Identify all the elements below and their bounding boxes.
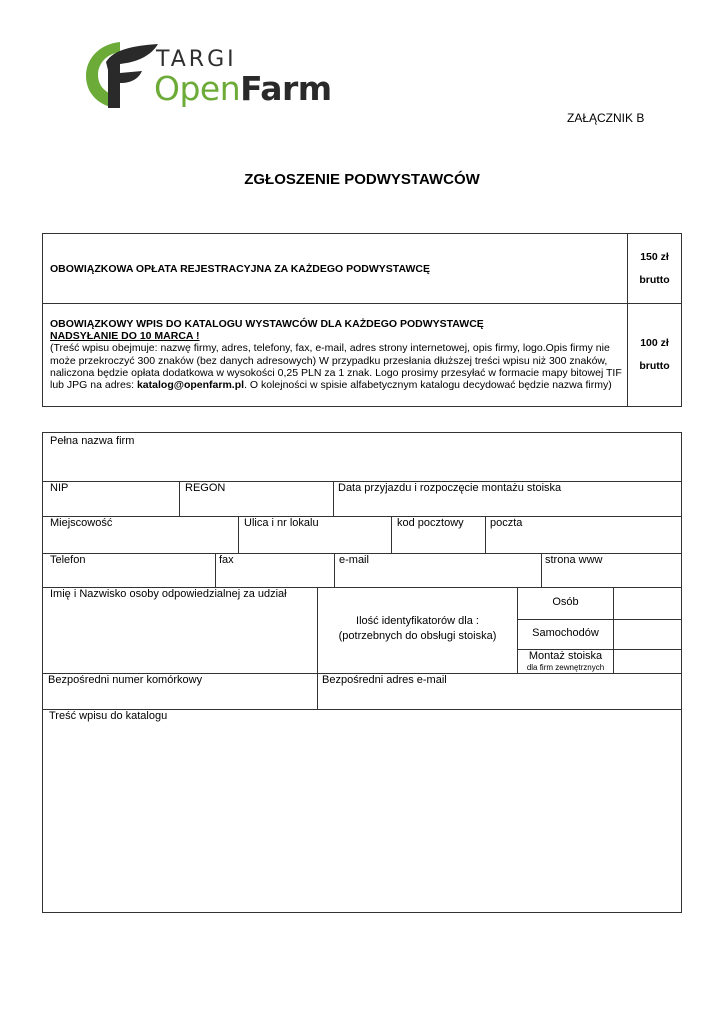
regon-field[interactable]: REGON (185, 482, 226, 494)
fee-row-catalog (43, 304, 682, 407)
logo-farm-text: Farm (240, 69, 332, 108)
fee-catalog-amount: 100 zł (640, 337, 669, 349)
fee-registration-amount: 150 zł (640, 250, 669, 263)
fee-row-registration (43, 234, 682, 304)
persons-count-input[interactable] (614, 588, 681, 619)
assembly-note: dla firm zewnętrznych (526, 663, 605, 672)
cars-count-input[interactable] (614, 620, 681, 649)
openfarm-leaf-icon (84, 40, 158, 110)
persons-label: Osób (552, 596, 579, 608)
postal-code-field[interactable]: kod pocztowy (397, 517, 464, 529)
nip-field[interactable]: NIP (50, 482, 69, 494)
responsible-person-field[interactable]: Imię i Nazwisko osoby odpowiedzialnej za udział (50, 588, 287, 600)
fee-catalog-body-text-end: . O kolejności w spisie alfabetycznym katalogu decydować będzie nazwa firmy) (244, 379, 612, 392)
divider (238, 516, 239, 553)
phone-field[interactable]: Telefon (50, 554, 86, 566)
divider (179, 481, 180, 516)
arrival-date-field[interactable]: Data przyjazdu i rozpoczęcie montażu stoiska (338, 482, 562, 494)
divider (541, 553, 542, 587)
fee-catalog-body (50, 342, 623, 392)
street-field[interactable]: Ulica i nr lokalu (244, 517, 319, 529)
fee-catalog-body-text: (Treść wpisu obejmuje: nazwę firmy, adres, telefony, fax, e-mail, adres strony internetowej, opis firmy, logo.Opis firmy nie może przekroczyć 300 znaków (bez danych adresowych) W przypadku przesłania dłuższej treści wpisu niż 300 znaków, naliczona będzie opłata dodatkowa w wysokości 0,25 PLN za 1 znak. Logo prosimy przesyłać w formacie mapy bitowej TIF lub JPG na adres: (50, 342, 622, 392)
fee-registration-title: OBOWIĄZKOWA OPŁATA REJESTRACYJNA ZA KAŻDEGO PODWYSTAWCĘ (43, 234, 628, 304)
page-title: ZGŁOSZENIE PODWYSTAWCÓW (244, 171, 480, 188)
divider (43, 516, 681, 517)
website-field[interactable]: strona www (545, 554, 603, 566)
divider (317, 587, 318, 709)
fee-registration-price (628, 234, 682, 304)
logo-line-targi: TARGI (156, 47, 237, 72)
fee-catalog-note: brutto (639, 360, 670, 372)
divider (334, 553, 335, 587)
email-field[interactable]: e-mail (339, 554, 369, 566)
divider (333, 481, 334, 516)
badges-label: Ilość identyfikatorów dla : (356, 615, 479, 627)
fax-field[interactable]: fax (219, 554, 234, 566)
exhibitor-form (42, 432, 682, 913)
logo-line-openfarm (154, 69, 332, 108)
badges-sublabel: (potrzebnych do obsługi stoiska) (338, 630, 497, 642)
company-name-field[interactable]: Pełna nazwa firm (50, 435, 135, 447)
fee-registration-note: brutto (639, 273, 670, 286)
cars-label: Samochodów (532, 627, 599, 639)
attachment-label: ZAŁĄCZNIK B (567, 111, 645, 125)
logo-open-text: Open (154, 69, 241, 108)
divider (485, 516, 486, 553)
mobile-number-field[interactable]: Bezpośredni numer komórkowy (48, 674, 203, 686)
assembly-label: Montaż stoiska (528, 650, 603, 662)
fee-catalog-deadline: NADSYŁANIE DO 10 MARCA ! (50, 330, 200, 343)
divider (391, 516, 392, 553)
city-field[interactable]: Miejscowość (50, 517, 113, 529)
fee-catalog-title: OBOWIĄZKOWY WPIS DO KATALOGU WYSTAWCÓW DLA KAŻDEGO PODWYSTAWCĘ (50, 318, 484, 331)
post-office-field[interactable]: poczta (490, 517, 523, 529)
direct-email-field[interactable]: Bezpośredni adres e-mail (322, 674, 447, 686)
openfarm-logo (84, 40, 332, 112)
catalog-email-link[interactable]: katalog@openfarm.pl (136, 379, 245, 392)
catalog-entry-field[interactable]: Treść wpisu do katalogu (49, 710, 168, 722)
divider (215, 553, 216, 587)
fee-catalog-description (43, 304, 628, 407)
fee-catalog-price (628, 304, 682, 407)
fees-table (42, 233, 682, 407)
assembly-count-input[interactable] (614, 650, 681, 673)
